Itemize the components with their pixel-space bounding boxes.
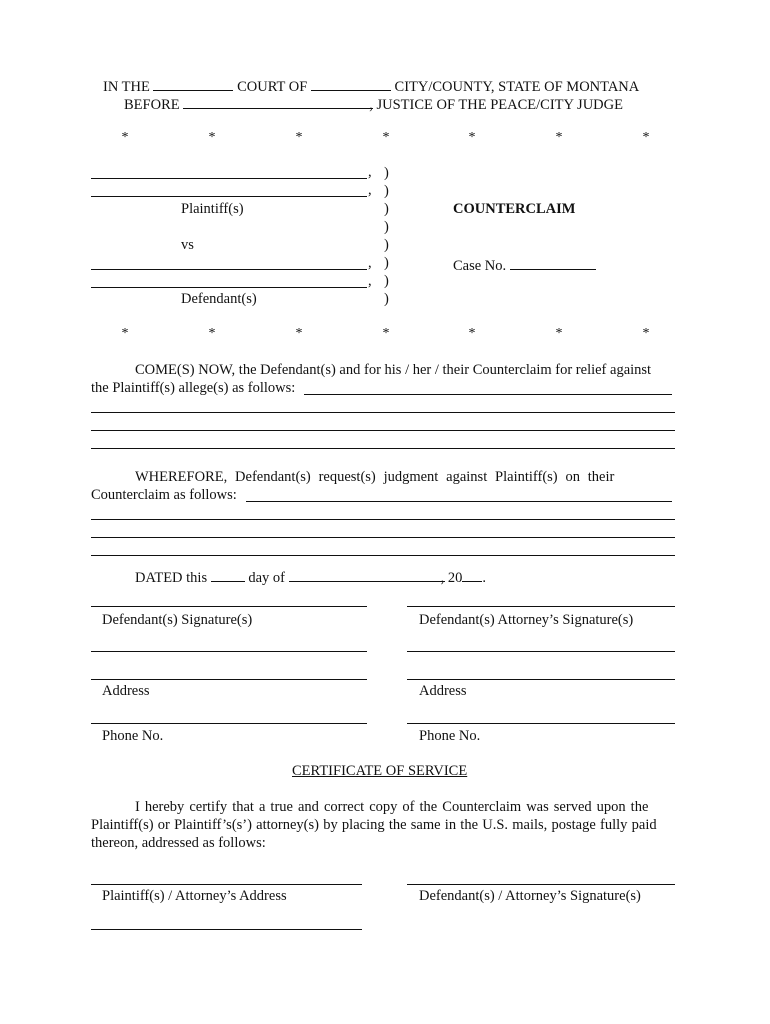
separator-star: * (382, 326, 390, 341)
separator-star: * (555, 326, 563, 341)
header-in-the: IN THE (103, 79, 150, 95)
allegation-line[interactable] (91, 448, 675, 449)
defendant-label: Defendant(s) (181, 291, 257, 307)
plaintiff-address-line-2[interactable] (91, 929, 362, 930)
defendant-phone-line[interactable] (91, 723, 367, 724)
court-name-blank[interactable] (153, 76, 233, 91)
dated-period: . (482, 570, 486, 586)
caption-paren: ) (384, 255, 389, 271)
separator-star: * (208, 326, 216, 341)
relief-line[interactable] (91, 555, 675, 556)
allegation-line[interactable] (91, 412, 675, 413)
certificate-signature-label: Defendant(s) / Attorney’s Signature(s) (419, 888, 641, 904)
certificate-title: CERTIFICATE OF SERVICE (292, 763, 468, 779)
attorney-phone-line[interactable] (407, 723, 675, 724)
case-number-row (453, 255, 596, 275)
year-prefix: , 20 (440, 570, 463, 586)
separator-star: * (642, 130, 650, 145)
case-number-blank[interactable] (510, 255, 596, 270)
separator-star: * (295, 326, 303, 341)
document-title: COUNTERCLAIM (453, 201, 576, 217)
plaintiff-name-line-1[interactable] (91, 178, 367, 179)
certificate-text-line-2: Plaintiff(s) or Plaintiff’s(s’) attorney(s) by placing the same in the U.S. mails, postage fully paid (91, 817, 657, 833)
separator-star: * (555, 130, 563, 145)
allegation-line[interactable] (304, 394, 672, 395)
caption-paren: ) (384, 291, 389, 307)
allege-text: the Plaintiff(s) allege(s) as follows: (91, 380, 296, 396)
caption-paren: ) (384, 273, 389, 289)
separator-star: * (121, 130, 129, 145)
defendant-address-line-2[interactable] (91, 679, 367, 680)
separator-star: * (642, 326, 650, 341)
caption-comma: , (368, 273, 372, 289)
header-before: BEFORE (124, 97, 180, 113)
defendant-phone-label: Phone No. (102, 728, 164, 744)
defendant-signature-label: Defendant(s) Signature(s) (102, 612, 253, 628)
defendant-signature-line[interactable] (91, 606, 367, 607)
separator-star: * (121, 326, 129, 341)
year-blank[interactable] (462, 567, 482, 582)
wherefore-text: WHEREFORE, Defendant(s) request(s) judgment against Plaintiff(s) on their (135, 469, 615, 485)
plaintiff-name-line-2[interactable] (91, 196, 367, 197)
attorney-address-label: Address (419, 683, 467, 699)
dated-label: DATED this (135, 570, 208, 586)
court-header-line-1 (103, 76, 639, 96)
court-header-line-2 (124, 94, 623, 114)
month-blank[interactable] (289, 567, 445, 582)
separator-star: * (468, 130, 476, 145)
vs-label: vs (181, 237, 194, 253)
caption-paren: ) (384, 237, 389, 253)
separator-star: * (295, 130, 303, 145)
attorney-address-line-1[interactable] (407, 651, 675, 652)
relief-line[interactable] (246, 501, 672, 502)
attorney-signature-label: Defendant(s) Attorney’s Signature(s) (419, 612, 634, 628)
allegation-line[interactable] (91, 430, 675, 431)
judge-name-blank[interactable] (183, 94, 373, 109)
defendant-name-line-1[interactable] (91, 269, 367, 270)
attorney-phone-label: Phone No. (419, 728, 481, 744)
defendant-address-line-1[interactable] (91, 651, 367, 652)
certificate-text-line-1: I hereby certify that a true and correct copy of the Counterclaim was served upon the (135, 799, 649, 815)
plaintiff-label: Plaintiff(s) (181, 201, 244, 217)
certificate-text-line-3: thereon, addressed as follows: (91, 835, 266, 851)
caption-paren: ) (384, 183, 389, 199)
attorney-address-line-2[interactable] (407, 679, 675, 680)
case-number-label: Case No. (453, 258, 507, 274)
caption-comma: , (368, 255, 372, 271)
dated-row (135, 567, 486, 587)
defendant-name-line-2[interactable] (91, 287, 367, 288)
attorney-signature-line[interactable] (407, 606, 675, 607)
caption-paren: ) (384, 201, 389, 217)
day-of-label: day of (248, 570, 285, 586)
certificate-signature-line[interactable] (407, 884, 675, 885)
caption-comma: , (368, 164, 372, 180)
counterclaim-follows-text: Counterclaim as follows: (91, 487, 237, 503)
separator-star: * (468, 326, 476, 341)
header-justice: , JUSTICE OF THE PEACE/CITY JUDGE (369, 97, 623, 113)
relief-line[interactable] (91, 537, 675, 538)
caption-comma: , (368, 182, 372, 198)
caption-paren: ) (384, 165, 389, 181)
relief-line[interactable] (91, 519, 675, 520)
defendant-address-label: Address (102, 683, 150, 699)
header-court-of: COURT OF (237, 79, 308, 95)
plaintiff-address-line[interactable] (91, 884, 362, 885)
plaintiff-address-label: Plaintiff(s) / Attorney’s Address (102, 888, 287, 904)
separator-star: * (382, 130, 390, 145)
header-state: CITY/COUNTY, STATE OF MONTANA (394, 79, 640, 95)
day-blank[interactable] (211, 567, 245, 582)
separator-star: * (208, 130, 216, 145)
caption-paren: ) (384, 219, 389, 235)
come-now-text: COME(S) NOW, the Defendant(s) and for his / her / their Counterclaim for relief against (135, 362, 652, 378)
court-location-blank[interactable] (311, 76, 391, 91)
